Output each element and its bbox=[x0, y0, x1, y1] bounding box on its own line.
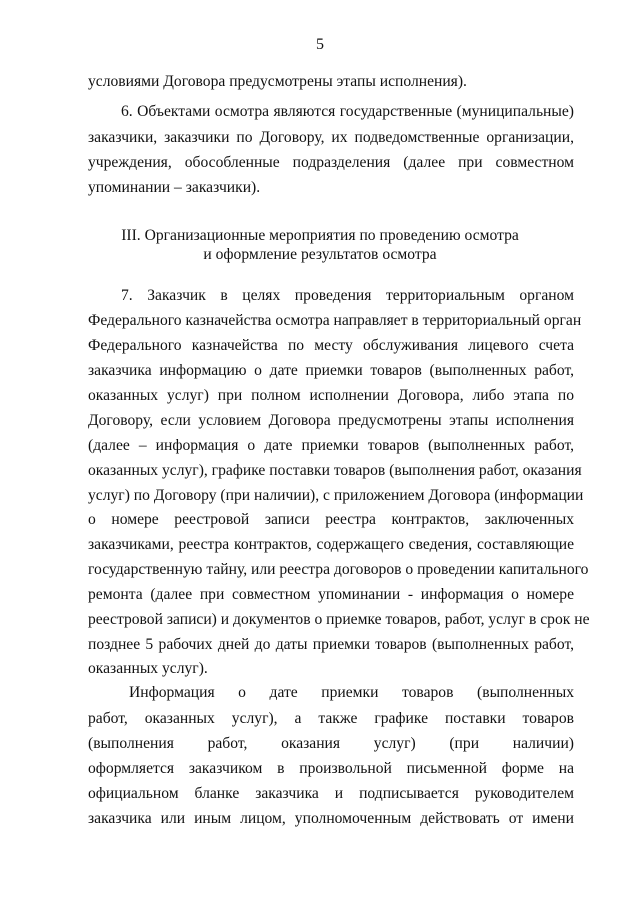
section-heading: и оформление результатов осмотра bbox=[203, 246, 437, 263]
text-line: оформляется заказчиком в произвольной письменной форме на bbox=[88, 760, 574, 777]
text-line: официальном бланке заказчика и подписывается руководителем bbox=[88, 785, 574, 802]
text-line: оказанных услуг). bbox=[88, 660, 208, 677]
section-heading: III. Организационные мероприятия по проведению осмотра bbox=[121, 227, 519, 244]
text-line: упоминании – заказчики). bbox=[88, 179, 261, 196]
text-line: о номере реестровой записи реестра контрактов, заключенных bbox=[88, 511, 574, 528]
text-line: (выполнения работ, оказания услуг) (при наличии) bbox=[88, 735, 574, 752]
text-line: оказанных услуг), графике поставки товаров (выполнения работ, оказания bbox=[88, 462, 582, 479]
text-line: заказчика информацию о дате приемки товаров (выполненных работ, bbox=[88, 362, 574, 379]
text-line: (далее – информация о дате приемки товаров (выполненных работ, bbox=[88, 437, 574, 454]
text-line: условиями Договора предусмотрены этапы исполнения). bbox=[88, 73, 467, 90]
text-line: учреждения, обособленные подразделения (далее при совместном bbox=[88, 154, 574, 171]
text-line: Федерального казначейства по месту обслуживания лицевого счета bbox=[88, 337, 574, 354]
text-line: ремонта (далее при совместном упоминании - информация о номере bbox=[88, 586, 574, 603]
text-line: заказчики, заказчики по Договору, их подведомственные организации, bbox=[88, 129, 574, 146]
text-line: государственную тайну, или реестра договоров о проведении капитального bbox=[88, 561, 589, 578]
page-number: 5 bbox=[316, 36, 324, 53]
text-line: услуг) по Договору (при наличии), с приложением Договора (информации bbox=[88, 487, 584, 504]
text-line: заказчика или иным лицом, уполномоченным действовать от имени bbox=[88, 810, 574, 827]
text-line: Информация о дате приемки товаров (выполненных bbox=[129, 684, 574, 701]
text-line: 7. Заказчик в целях проведения территориальным органом bbox=[121, 287, 574, 304]
text-line: Договору, если условием Договора предусмотрены этапы исполнения bbox=[88, 412, 574, 429]
text-line: заказчиками, реестра контрактов, содержащего сведения, составляющие bbox=[88, 536, 574, 553]
text-line: работ, оказанных услуг), а также графике поставки товаров bbox=[88, 710, 574, 727]
text-line: оказанных услуг) при полном исполнении Договора, либо этапа по bbox=[88, 387, 574, 404]
text-line: реестровой записи) и документов о приемке товаров, работ, услуг в срок не bbox=[88, 611, 590, 628]
text-line: позднее 5 рабочих дней до даты приемки товаров (выполненных работ, bbox=[88, 636, 574, 653]
text-line: 6. Объектами осмотра являются государственные (муниципальные) bbox=[121, 103, 574, 120]
text-line: Федерального казначейства осмотра направляет в территориальный орган bbox=[88, 312, 582, 329]
